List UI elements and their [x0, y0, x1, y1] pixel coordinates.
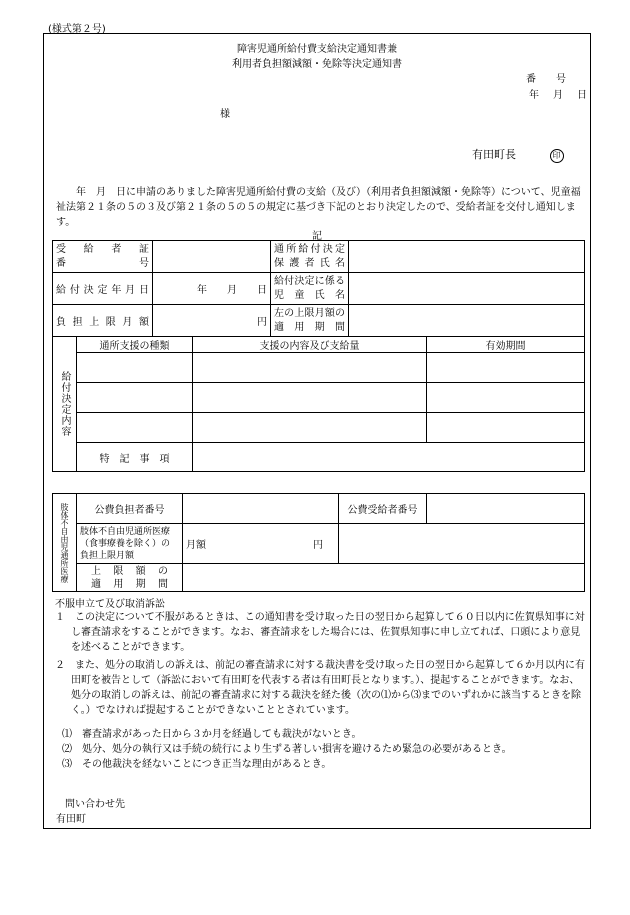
decision-date-label: 給付決定年月日 [53, 273, 153, 305]
appeal-title: 不服申立て及び取消訴訟 [55, 599, 165, 610]
table-cell [193, 383, 427, 413]
recipient-cert-number-value [153, 241, 271, 273]
col-service-type: 通所支援の種類 [77, 337, 193, 353]
public-payer-number-label: 公費負担者番号 [77, 494, 183, 524]
guardian-name-label: 通所給付決定 保護者氏名 [271, 241, 349, 273]
medical-period-label: 上 限 額 の 適 用 期 間 [77, 564, 183, 592]
table-cell [427, 353, 585, 383]
form-number: (様式第２号) [48, 24, 106, 35]
decision-table [52, 240, 585, 472]
public-recipient-number-label: 公費受給者番号 [339, 494, 427, 524]
table-cell [427, 383, 585, 413]
cap-period-value [349, 305, 585, 337]
intro-text: 年 月 日に申請のありました障害児通所給付費の支給（及び）（利用者負担額減額・免除等）について、児童福祉法第２１条の５の３及び第２１条の５の５の規定に基づき下記のとおり決定したので、受給者証を交付し通知します。 [56, 187, 581, 228]
seal-stamp: 印 [550, 149, 564, 163]
medical-table [52, 493, 585, 592]
table-cell [427, 413, 585, 443]
appeal-sub-3: ⑶ その他裁決を経ないことにつき正当な理由があるとき。 [62, 759, 332, 770]
child-name-label: 給付決定に係る 児 童 氏 名 [271, 273, 349, 305]
medical-period-value [183, 564, 585, 592]
table-cell [193, 413, 427, 443]
col-valid-period: 有効期間 [427, 337, 585, 353]
table-cell [193, 353, 427, 383]
contact-label: 問い合わせ先 [65, 799, 125, 810]
ki-label: 記 [312, 231, 322, 242]
issuer [472, 146, 564, 163]
title-line1: 障害児通所給付費支給決定通知書兼 [237, 44, 397, 55]
issuer-name: 有田町長 [472, 148, 516, 161]
appeal-item-1: １ この決定について不服があるときは、この通知書を受け取った日の翌日から起算して６０日以内に佐賀県知事に対し審査請求をすることができます。なお、審査請求をした場合には、佐賀県知事に申し立てれば、口頭により意見を述べることができます。 [55, 612, 585, 653]
special-notes-value [193, 443, 585, 472]
cap-amount-label: 負担上限月額 [53, 305, 153, 337]
public-recipient-number-value [427, 494, 585, 524]
table-cell [77, 413, 193, 443]
table-cell [77, 383, 193, 413]
appeal-sub-1: ⑴ 審査請求があった日から３か月を経過しても裁決がないとき。 [62, 729, 362, 740]
appeal-item-2: ２ また、処分の取消しの訴えは、前記の審査請求に対する裁決書を受け取った日の翌日から起算して６か月以内に有田町を被告として（訴訟において有田町を代表する者は有田町長となります。）、提起することができます。なお、処分の取消しの訴えは、前記の審査請求に対する裁決を経た後（次の⑴から⑶までのいずれかに該当するときを除く。）でなければ提起することができないこととされています。 [55, 660, 585, 716]
recipient-cert-number-label: 受 給 者 証 番 号 [53, 241, 153, 273]
special-notes-label: 特 記 事 項 [77, 443, 193, 472]
medical-cap-label: 肢体不自由児通所医療 （食事療養を除く）の 負担上限月額 [77, 524, 183, 564]
number-label: 番 号 [526, 74, 566, 85]
child-name-value [349, 273, 585, 305]
medical-cap-value [183, 524, 339, 564]
medical-cap-yen: 円 [313, 540, 323, 551]
public-payer-number-value [183, 494, 339, 524]
title-line2: 利用者負担額減額・免除等決定通知書 [232, 59, 402, 70]
col-support-content: 支援の内容及び支給量 [193, 337, 427, 353]
cap-period-label: 左の上限月額の 適 用 期 間 [271, 305, 349, 337]
guardian-name-value [349, 241, 585, 273]
appeal-sub-2: ⑵ 処分、処分の執行又は手続の続行により生ずる著しい損害を避けるため緊急の必要があるとき。 [62, 744, 512, 755]
decision-content-label: 給付決定内容 [53, 337, 77, 472]
table-cell [77, 353, 193, 383]
cap-amount-yen: 円 [153, 305, 271, 337]
medical-cap-blank [339, 524, 585, 564]
medical-side-label: 肢体不自由児通所医療 [53, 494, 77, 592]
decision-date-value: 年 月 日 [153, 273, 271, 305]
contact-name: 有田町 [56, 814, 86, 825]
recipient-suffix: 様 [220, 109, 230, 120]
date-label: 年 月 日 [529, 90, 589, 101]
monthly-amount-label: 月額 [186, 540, 206, 551]
